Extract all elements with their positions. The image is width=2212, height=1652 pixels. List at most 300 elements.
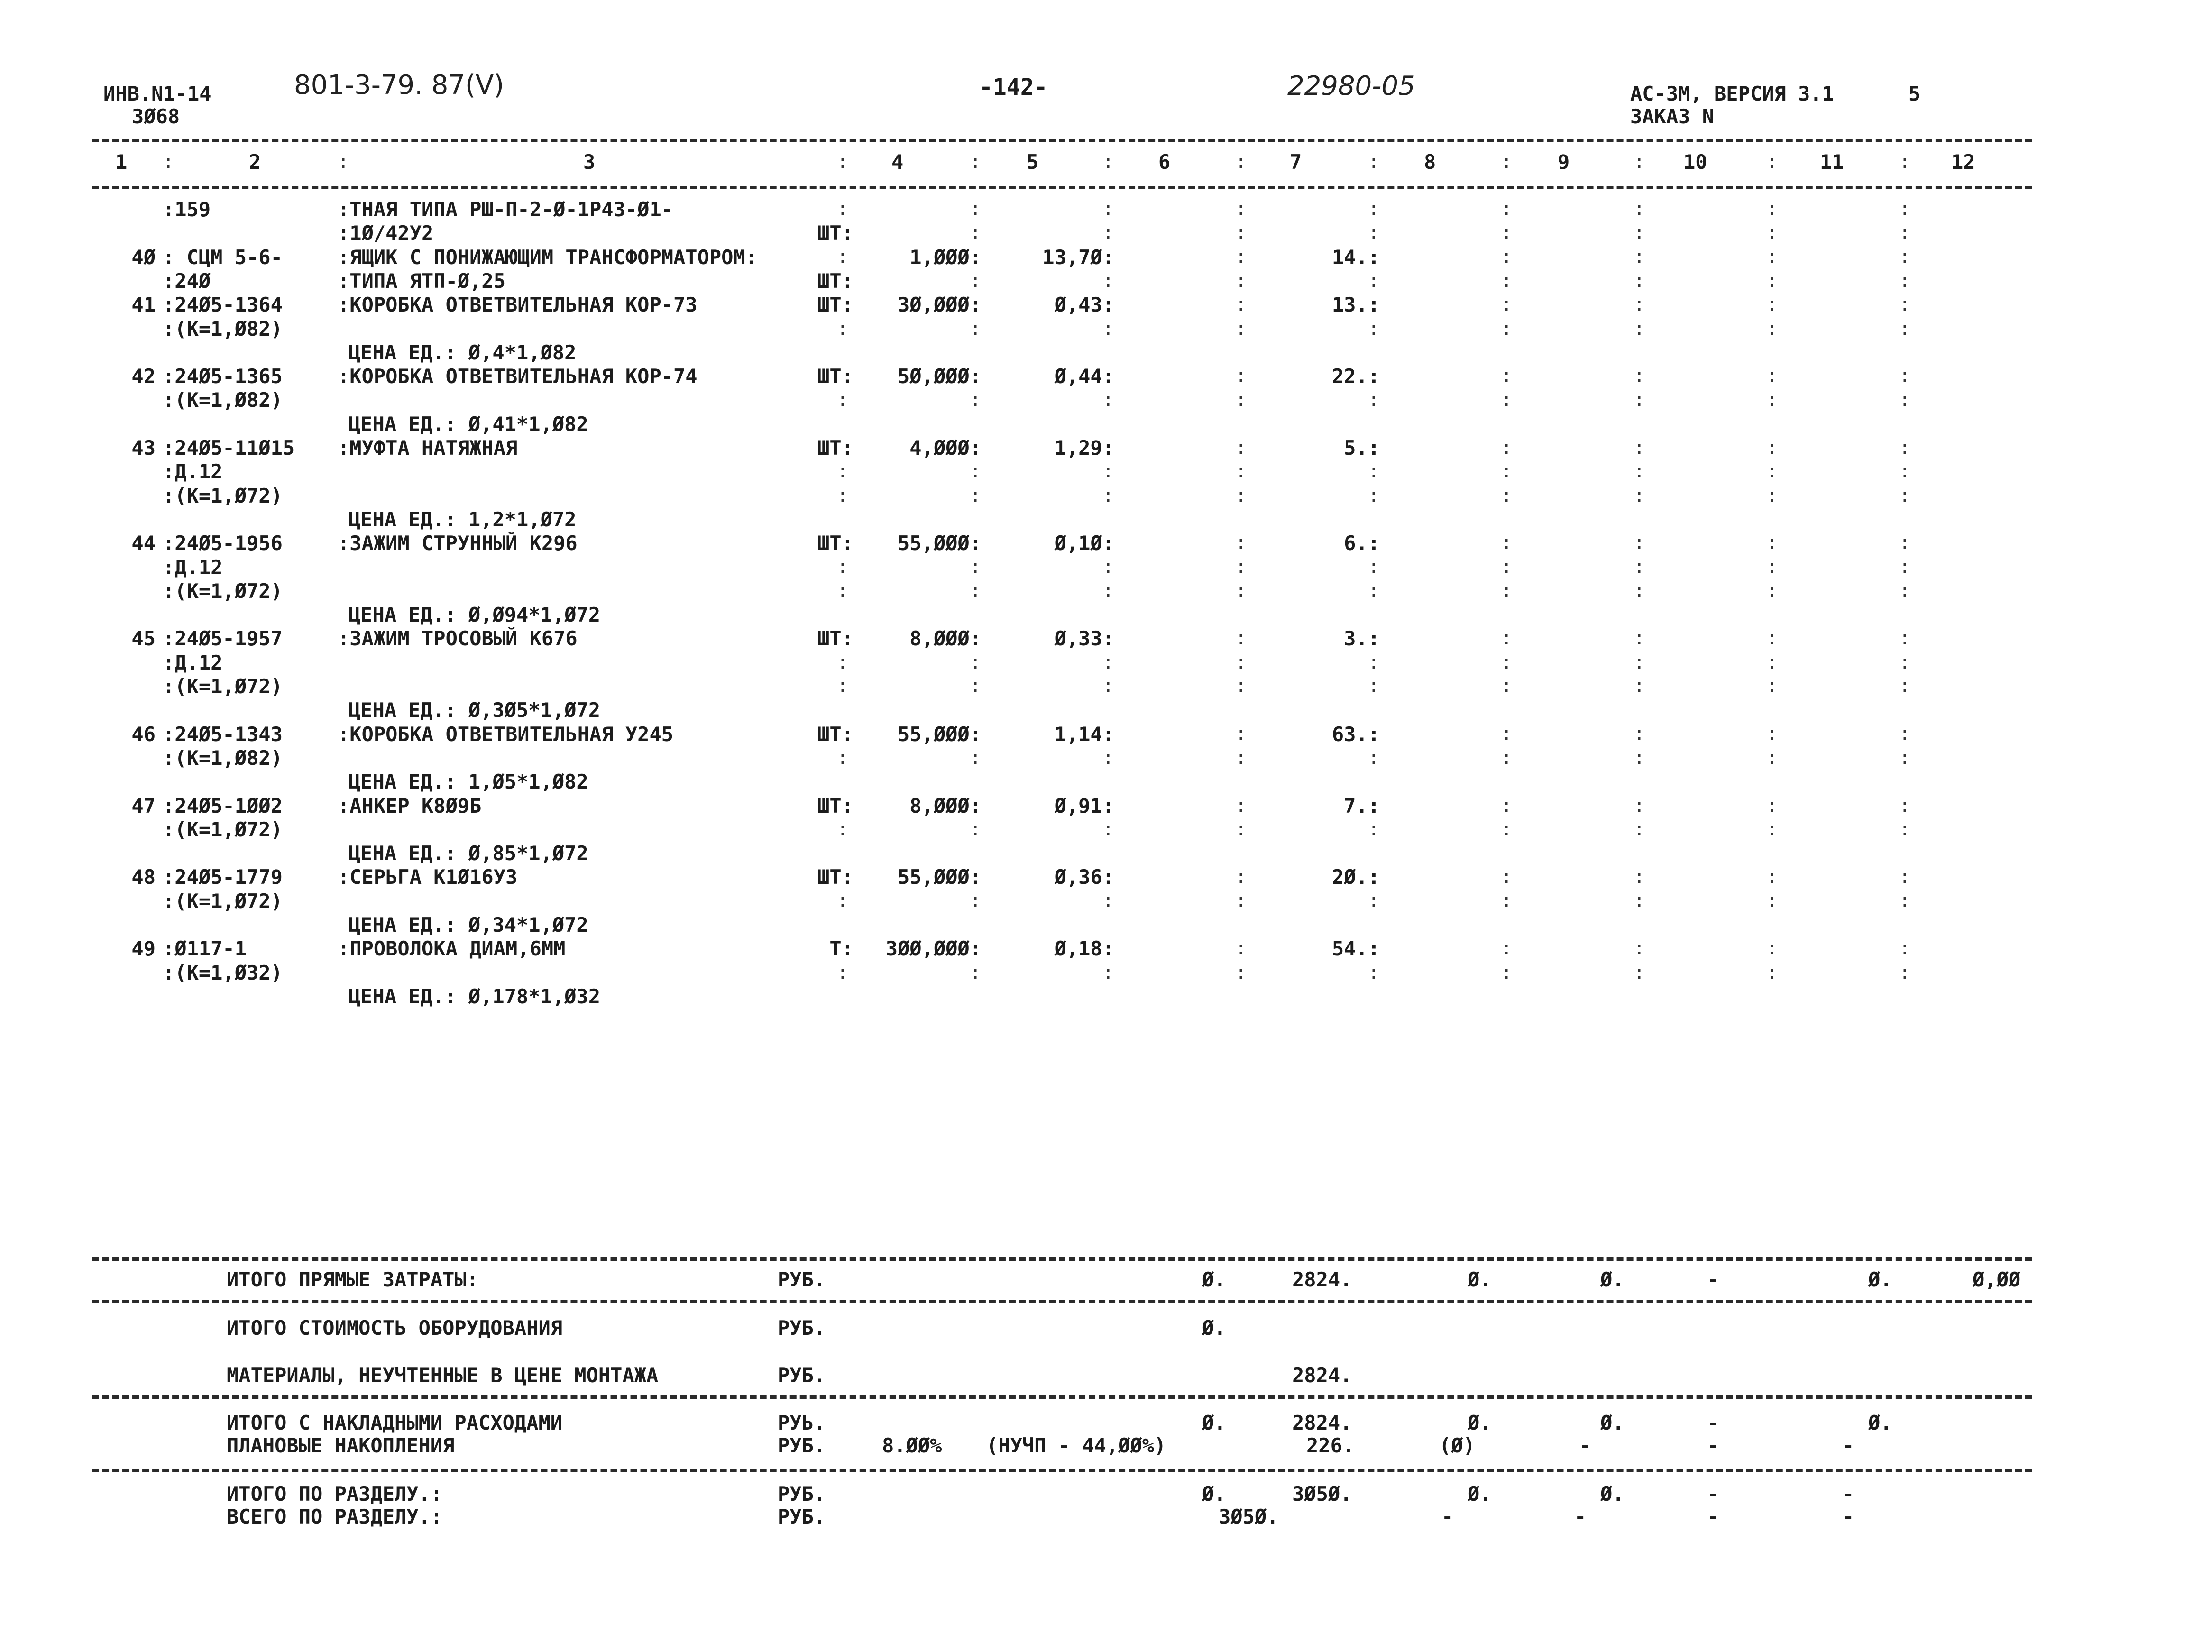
inventory-number-2: 3Ø68 xyxy=(132,105,180,128)
column-separator: : xyxy=(1501,222,1513,244)
column-separator: : xyxy=(1501,532,1513,554)
section-total-c6: Ø. xyxy=(1202,1482,1226,1505)
column-separator: : xyxy=(1899,485,1911,506)
column-separator: : xyxy=(970,198,982,220)
row-code: :(К=1,Ø72) xyxy=(163,675,283,698)
column-separator: : xyxy=(1235,198,1247,220)
column-separator: : xyxy=(1102,818,1114,840)
col-sep: : xyxy=(1235,151,1247,173)
direct-costs-c8: Ø. xyxy=(1468,1268,1492,1291)
column-separator: : xyxy=(970,652,982,673)
row-code: :24Ø5-1ØØ2 xyxy=(163,794,283,817)
column-separator: : xyxy=(1368,485,1380,506)
column-separator: : xyxy=(1634,437,1645,459)
column-separator: : xyxy=(970,580,982,602)
column-separator: : xyxy=(1766,437,1778,459)
row-unit: ШТ: xyxy=(817,723,854,746)
column-separator: : xyxy=(1368,460,1380,482)
section-total-c10: - xyxy=(1707,1482,1719,1505)
row-number: 41 xyxy=(131,293,156,316)
section-total-label: ИТОГО ПО РАЗДЕЛУ.: xyxy=(227,1482,443,1505)
row-total: 5.: xyxy=(1344,436,1380,459)
column-separator: : xyxy=(1899,866,1911,888)
column-separator: : xyxy=(1899,460,1911,482)
column-separator: : xyxy=(1634,389,1645,411)
order-label: ЗАКАЗ N xyxy=(1630,105,1715,128)
column-separator: : xyxy=(1634,818,1645,840)
row-number: 49 xyxy=(131,937,156,960)
section-total-currency: РУБ. xyxy=(778,1482,826,1505)
column-separator: : xyxy=(1766,747,1778,769)
column-separator: : xyxy=(1766,890,1778,912)
column-separator: : xyxy=(970,460,982,482)
planned-c10: - xyxy=(1707,1434,1719,1457)
row-price: Ø,1Ø: xyxy=(1054,532,1114,555)
column-separator: : xyxy=(837,747,849,769)
column-separator: : xyxy=(837,962,849,983)
row-name: :МУФТА НАТЯЖНАЯ xyxy=(338,436,518,459)
column-separator: : xyxy=(1235,389,1247,411)
column-separator: : xyxy=(1368,222,1380,244)
overheads-label: ИТОГО С НАКЛАДНЫМИ РАСХОДАМИ xyxy=(227,1411,563,1434)
direct-costs-currency: РУБ. xyxy=(778,1268,826,1291)
row-unit: ШТ: xyxy=(817,293,854,316)
planned-label: ПЛАНОВЫЕ НАКОПЛЕНИЯ xyxy=(227,1434,455,1457)
column-separator: : xyxy=(1634,556,1645,578)
row-unit: Т: xyxy=(829,937,854,960)
row-number: 47 xyxy=(131,794,156,817)
row-code: :24Ø5-1957 xyxy=(163,627,283,650)
row-price: Ø,43: xyxy=(1054,293,1114,316)
grand-total-c8: - xyxy=(1441,1505,1454,1528)
overheads-c6: Ø. xyxy=(1202,1411,1226,1434)
column-separator: : xyxy=(1899,652,1911,673)
column-separator: : xyxy=(1501,485,1513,506)
order-number: 22980-05 xyxy=(1287,71,1415,101)
column-separator: : xyxy=(837,485,849,506)
grand-total-label: ВСЕГО ПО РАЗДЕЛУ.: xyxy=(227,1505,443,1528)
direct-costs-c6: Ø. xyxy=(1202,1268,1226,1291)
column-separator: : xyxy=(1899,294,1911,315)
column-separator: : xyxy=(1235,580,1247,602)
row-name: :КОРОБКА ОТВЕТВИТЕЛЬНАЯ КОР-73 xyxy=(338,293,698,316)
column-separator: : xyxy=(1766,246,1778,268)
row-code: :Ø117-1 xyxy=(163,937,247,960)
planned-nuchp: (НУЧП - 44,ØØ%) xyxy=(986,1434,1166,1457)
row-unit: ШТ: xyxy=(817,269,854,293)
column-separator: : xyxy=(970,389,982,411)
row-unit: ШТ: xyxy=(817,365,854,388)
col-sep: : xyxy=(1766,151,1778,173)
row-price: Ø,44: xyxy=(1054,365,1114,388)
column-separator: : xyxy=(1501,246,1513,268)
column-separator: : xyxy=(1501,795,1513,817)
column-separator: : xyxy=(1501,389,1513,411)
column-separator: : xyxy=(1368,747,1380,769)
column-separator: : xyxy=(1634,365,1645,387)
row-code: : СЦМ 5-6- xyxy=(163,246,283,269)
row-price: Ø,18: xyxy=(1054,937,1114,960)
column-separator: : xyxy=(1634,937,1645,959)
column-separator: : xyxy=(1235,485,1247,506)
column-separator: : xyxy=(1102,652,1114,673)
column-separator: : xyxy=(970,270,982,292)
column-separator: : xyxy=(1766,627,1778,649)
materials-currency: РУБ. xyxy=(778,1364,826,1387)
column-separator: : xyxy=(1501,270,1513,292)
col-12: 12 xyxy=(1951,150,1975,174)
row-quantity: 5Ø,ØØØ: xyxy=(897,365,982,388)
planned-c7: 226. xyxy=(1306,1434,1355,1457)
column-separator: : xyxy=(1899,818,1911,840)
column-separator: : xyxy=(1235,652,1247,673)
column-separator: : xyxy=(837,652,849,673)
direct-costs-c11: Ø. xyxy=(1868,1268,1892,1291)
column-separator: : xyxy=(1235,937,1247,959)
row-unit-price-note: ЦЕНА ЕД.: 1,2*1,Ø72 xyxy=(349,508,577,531)
row-total: 22.: xyxy=(1331,365,1380,388)
row-price: Ø,33: xyxy=(1054,627,1114,650)
column-separator: : xyxy=(1899,270,1911,292)
row-name: :КОРОБКА ОТВЕТВИТЕЛЬНАЯ КОР-74 xyxy=(338,365,698,388)
col-2: 2 xyxy=(249,150,261,174)
column-separator: : xyxy=(1368,890,1380,912)
row-code: :24Ø5-11Ø15 xyxy=(163,436,295,459)
column-separator: : xyxy=(1235,532,1247,554)
column-separator: : xyxy=(1766,866,1778,888)
column-separator: : xyxy=(1501,460,1513,482)
column-separator: : xyxy=(1634,460,1645,482)
column-separator: : xyxy=(1766,318,1778,340)
col-sep: : xyxy=(1501,151,1513,173)
row-number: 44 xyxy=(131,532,156,555)
overheads-c7: 2824. xyxy=(1292,1411,1352,1434)
column-separator: : xyxy=(1766,962,1778,983)
direct-costs-label: ИТОГО ПРЯМЫЕ ЗАТРАТЫ: xyxy=(227,1268,479,1291)
column-separator: : xyxy=(1766,460,1778,482)
materials-c7: 2824. xyxy=(1292,1364,1352,1387)
column-separator: : xyxy=(1235,795,1247,817)
column-separator: : xyxy=(1368,318,1380,340)
column-separator: : xyxy=(1501,866,1513,888)
row-total: 13.: xyxy=(1331,293,1380,316)
row-unit-price-note: ЦЕНА ЕД.: Ø,3Ø5*1,Ø72 xyxy=(349,698,601,722)
row-total: 63.: xyxy=(1331,723,1380,746)
column-separator: : xyxy=(1235,437,1247,459)
column-separator: : xyxy=(837,580,849,602)
row-code: :24Ø5-1364 xyxy=(163,293,283,316)
column-separator: : xyxy=(1899,318,1911,340)
row-unit-price-note: ЦЕНА ЕД.: Ø,34*1,Ø72 xyxy=(349,913,588,936)
column-separator: : xyxy=(1899,437,1911,459)
col-sep: : xyxy=(1368,151,1380,173)
row-unit: ШТ: xyxy=(817,794,854,817)
row-number: 4Ø xyxy=(131,246,156,269)
column-separator: : xyxy=(1501,294,1513,315)
grand-total-value: 3Ø5Ø. xyxy=(1219,1505,1279,1528)
column-separator: : xyxy=(1634,485,1645,506)
row-unit: ШТ: xyxy=(817,865,854,889)
row-code: :24Ø5-1365 xyxy=(163,365,283,388)
row-quantity: 3Ø,ØØØ: xyxy=(897,293,982,316)
row-unit-price-note: ЦЕНА ЕД.: Ø,41*1,Ø82 xyxy=(349,413,588,436)
column-separator: : xyxy=(1899,627,1911,649)
row-price: 13,7Ø: xyxy=(1042,246,1114,269)
column-separator: : xyxy=(1899,532,1911,554)
direct-costs-c7: 2824. xyxy=(1292,1268,1352,1291)
column-separator: : xyxy=(970,818,982,840)
column-separator: : xyxy=(1899,389,1911,411)
column-separator: : xyxy=(1634,318,1645,340)
overheads-c10: - xyxy=(1707,1411,1719,1434)
row-code: :24Ø xyxy=(163,269,211,293)
column-separator: : xyxy=(1368,675,1380,697)
row-unit-price-note: ЦЕНА ЕД.: Ø,85*1,Ø72 xyxy=(349,842,588,865)
column-separator: : xyxy=(1102,270,1114,292)
section-total-c9: Ø. xyxy=(1600,1482,1625,1505)
col-10: 10 xyxy=(1683,150,1707,174)
equipment-currency: РУБ. xyxy=(778,1316,826,1340)
summary-rule-3 xyxy=(92,1395,2032,1399)
column-separator: : xyxy=(1766,795,1778,817)
column-separator: : xyxy=(1235,866,1247,888)
row-name: :АНКЕР К8Ø9Б xyxy=(338,794,482,817)
row-code: :(К=1,Ø72) xyxy=(163,818,283,841)
col-6: 6 xyxy=(1158,150,1171,174)
column-separator: : xyxy=(1634,962,1645,983)
col-8: 8 xyxy=(1424,150,1436,174)
row-name: :ПРОВОЛОКА ДИАМ,6ММ xyxy=(338,937,566,960)
grand-total-currency: РУБ. xyxy=(778,1505,826,1528)
row-code: :Д.12 xyxy=(163,651,223,674)
column-separator: : xyxy=(1501,675,1513,697)
row-number: 42 xyxy=(131,365,156,388)
col-5: 5 xyxy=(1027,150,1039,174)
column-separator: : xyxy=(1235,962,1247,983)
project-code: 801-3-79. 87(V) xyxy=(294,70,505,101)
row-name: :СЕРЬГА К1Ø16У3 xyxy=(338,865,518,889)
column-separator: : xyxy=(1501,890,1513,912)
col-4: 4 xyxy=(891,150,904,174)
column-separator: : xyxy=(1102,962,1114,983)
row-price: 1,14: xyxy=(1054,723,1114,746)
grand-total-c11: - xyxy=(1842,1505,1854,1528)
row-code: :159 xyxy=(163,198,211,221)
row-code: :(К=1,Ø32) xyxy=(163,961,283,984)
row-quantity: 3ØØ,ØØØ: xyxy=(885,937,982,960)
row-quantity: 1,ØØØ: xyxy=(909,246,982,269)
row-unit-price-note: ЦЕНА ЕД.: Ø,Ø94*1,Ø72 xyxy=(349,603,601,626)
overheads-c11: Ø. xyxy=(1868,1411,1892,1434)
column-separator: : xyxy=(1235,627,1247,649)
col-sep: : xyxy=(338,151,349,173)
column-separator: : xyxy=(1766,270,1778,292)
col-sep: : xyxy=(1634,151,1645,173)
column-separator: : xyxy=(1235,318,1247,340)
column-separator: : xyxy=(1634,747,1645,769)
col-sep: : xyxy=(1899,151,1911,173)
row-total: 3.: xyxy=(1344,627,1380,650)
column-separator: : xyxy=(1899,962,1911,983)
column-separator: : xyxy=(1899,556,1911,578)
planned-currency: РУБ. xyxy=(778,1434,826,1457)
row-total: 7.: xyxy=(1344,794,1380,817)
row-number: 43 xyxy=(131,436,156,459)
column-separator: : xyxy=(1766,222,1778,244)
summary-rule-2 xyxy=(92,1300,2032,1303)
planned-c8: (Ø) xyxy=(1439,1434,1475,1457)
grand-total-c10: - xyxy=(1707,1505,1719,1528)
column-separator: : xyxy=(1899,246,1911,268)
column-separator: : xyxy=(1634,532,1645,554)
program-version: АС-3М, ВЕРСИЯ 3.1 xyxy=(1630,82,1834,105)
column-separator: : xyxy=(1766,532,1778,554)
row-name: :ТНАЯ ТИПА РШ-П-2-Ø-1Р43-Ø1- xyxy=(338,198,674,221)
page-number: -142- xyxy=(979,74,1048,101)
row-unit: ШТ: xyxy=(817,436,854,459)
row-quantity: 8,ØØØ: xyxy=(909,794,982,817)
row-name: :ТИПА ЯТП-Ø,25 xyxy=(338,269,506,293)
column-separator: : xyxy=(1501,437,1513,459)
column-separator: : xyxy=(1368,198,1380,220)
column-separator: : xyxy=(1368,580,1380,602)
row-number: 45 xyxy=(131,627,156,650)
column-separator: : xyxy=(1899,675,1911,697)
col-1: 1 xyxy=(115,150,128,174)
column-separator: : xyxy=(1501,318,1513,340)
column-separator: : xyxy=(1634,198,1645,220)
column-separator: : xyxy=(1102,318,1114,340)
inventory-number: ИНВ.N1-14 xyxy=(103,82,211,105)
row-price: Ø,91: xyxy=(1054,794,1114,817)
col-3: 3 xyxy=(583,150,596,174)
sheet-number: 5 xyxy=(1909,82,1921,105)
row-total: 2Ø.: xyxy=(1331,865,1380,889)
column-separator: : xyxy=(1235,747,1247,769)
row-name: :ЗАЖИМ ТРОСОВЫЙ К676 xyxy=(338,627,578,650)
column-separator: : xyxy=(1501,723,1513,745)
column-separator: : xyxy=(837,675,849,697)
column-separator: : xyxy=(1235,890,1247,912)
column-separator: : xyxy=(837,556,849,578)
row-name: :ЯЩИК С ПОНИЖАЮЩИМ ТРАНСФОРМАТОРОМ: xyxy=(338,246,758,269)
column-separator: : xyxy=(970,556,982,578)
grand-total-c9: - xyxy=(1574,1505,1587,1528)
column-separator: : xyxy=(837,318,849,340)
row-code: :Д.12 xyxy=(163,556,223,579)
column-separator: : xyxy=(1102,389,1114,411)
column-separator: : xyxy=(1368,556,1380,578)
column-separator: : xyxy=(1501,747,1513,769)
row-name: :1Ø/42У2 xyxy=(338,221,434,245)
column-separator: : xyxy=(1501,962,1513,983)
row-code: :(К=1,Ø72) xyxy=(163,890,283,913)
column-separator: : xyxy=(1501,365,1513,387)
column-separator: : xyxy=(1235,460,1247,482)
row-total: 54.: xyxy=(1331,937,1380,960)
col-11: 11 xyxy=(1820,150,1844,174)
column-separator: : xyxy=(837,198,849,220)
column-separator: : xyxy=(1634,294,1645,315)
column-separator: : xyxy=(1235,294,1247,315)
column-separator: : xyxy=(1634,222,1645,244)
column-separator: : xyxy=(1102,747,1114,769)
column-separator: : xyxy=(970,485,982,506)
column-separator: : xyxy=(1766,652,1778,673)
column-separator: : xyxy=(1634,723,1645,745)
column-separator: : xyxy=(1235,270,1247,292)
column-separator: : xyxy=(1501,556,1513,578)
planned-c11: - xyxy=(1842,1434,1854,1457)
row-unit-price-note: ЦЕНА ЕД.: Ø,4*1,Ø82 xyxy=(349,341,577,364)
section-total-c8: Ø. xyxy=(1468,1482,1492,1505)
column-separator: : xyxy=(1899,222,1911,244)
column-separator: : xyxy=(1368,270,1380,292)
column-separator: : xyxy=(1235,222,1247,244)
column-separator: : xyxy=(837,460,849,482)
column-separator: : xyxy=(970,890,982,912)
overheads-c8: Ø. xyxy=(1468,1411,1492,1434)
column-separator: : xyxy=(1235,723,1247,745)
equipment-label: ИТОГО СТОИМОСТЬ ОБОРУДОВАНИЯ xyxy=(227,1316,563,1340)
row-total: 14.: xyxy=(1331,246,1380,269)
column-separator: : xyxy=(1766,198,1778,220)
row-price: Ø,36: xyxy=(1054,865,1114,889)
column-separator: : xyxy=(1766,937,1778,959)
col-sep: : xyxy=(837,151,849,173)
row-code: :Д.12 xyxy=(163,460,223,483)
row-name: :ЗАЖИМ СТРУННЫЙ К296 xyxy=(338,532,578,555)
row-quantity: 8,ØØØ: xyxy=(909,627,982,650)
row-code: :24Ø5-1779 xyxy=(163,865,283,889)
column-separator: : xyxy=(1766,294,1778,315)
column-separator: : xyxy=(1235,365,1247,387)
column-separator: : xyxy=(1102,675,1114,697)
column-separator: : xyxy=(1634,246,1645,268)
direct-costs-c10: - xyxy=(1707,1268,1719,1291)
row-code: :(К=1,Ø82) xyxy=(163,317,283,340)
column-separator: : xyxy=(1102,222,1114,244)
column-separator: : xyxy=(1634,675,1645,697)
row-code: :(К=1,Ø72) xyxy=(163,484,283,507)
row-code: :(К=1,Ø82) xyxy=(163,388,283,412)
row-code: :24Ø5-1956 xyxy=(163,532,283,555)
row-quantity: 55,ØØØ: xyxy=(897,865,982,889)
column-separator: : xyxy=(1899,747,1911,769)
column-separator: : xyxy=(1102,485,1114,506)
column-separator: : xyxy=(1634,795,1645,817)
row-unit: ШТ: xyxy=(817,532,854,555)
overheads-currency: РУЬ. xyxy=(778,1411,826,1434)
column-separator: : xyxy=(1368,389,1380,411)
column-separator: : xyxy=(1235,818,1247,840)
column-separator: : xyxy=(1766,485,1778,506)
row-quantity: 55,ØØØ: xyxy=(897,723,982,746)
row-code: :24Ø5-1343 xyxy=(163,723,283,746)
row-code: :(К=1,Ø82) xyxy=(163,746,283,770)
section-total-c7: 3Ø5Ø. xyxy=(1292,1482,1352,1505)
column-separator: : xyxy=(1235,246,1247,268)
column-separator: : xyxy=(837,890,849,912)
column-separator: : xyxy=(1899,890,1911,912)
column-separator: : xyxy=(837,246,849,268)
planned-percent: 8.ØØ% xyxy=(882,1434,942,1457)
column-separator: : xyxy=(1899,365,1911,387)
column-separator: : xyxy=(1899,580,1911,602)
column-separator: : xyxy=(1368,962,1380,983)
row-quantity: 4,ØØØ: xyxy=(909,436,982,459)
materials-label: МАТЕРИАЛЫ, НЕУЧТЕННЫЕ В ЦЕНЕ МОНТАЖА xyxy=(227,1364,659,1387)
